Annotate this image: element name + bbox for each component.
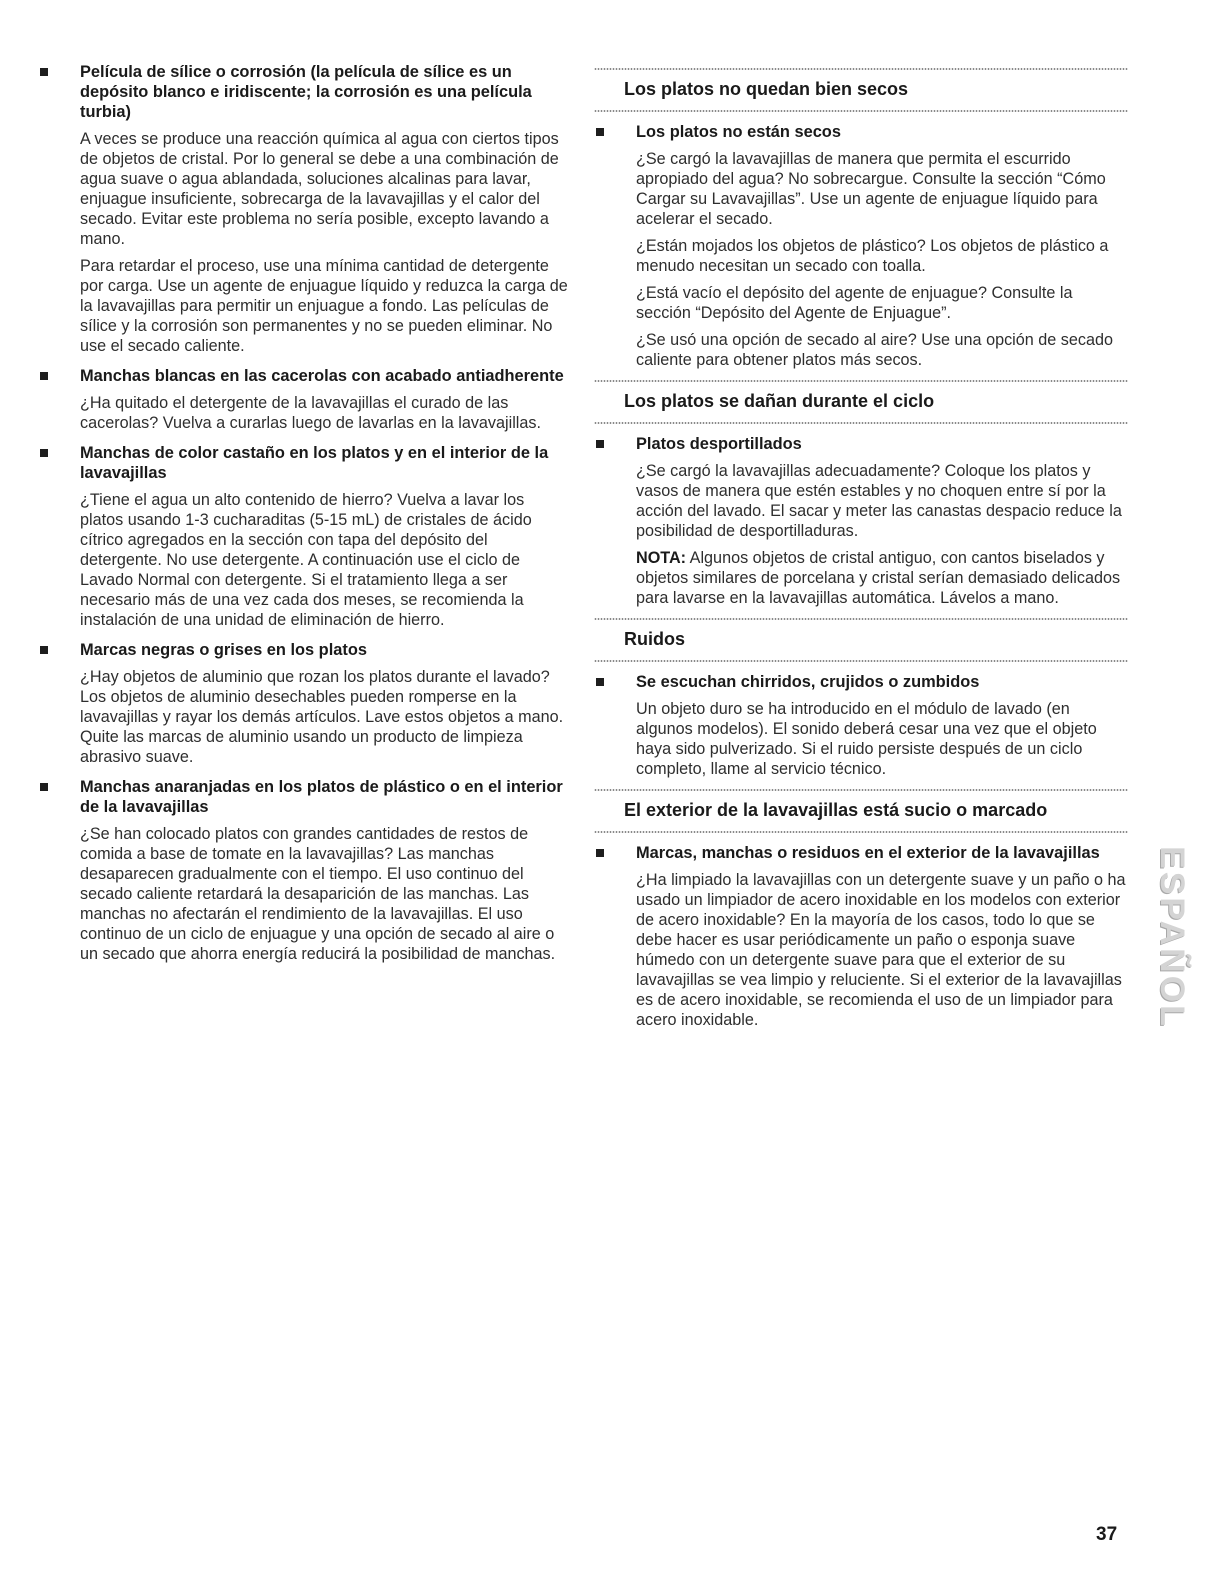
paragraph: Para retardar el proceso, use una mínima cantidad de detergente por carga. Use un agente de enjuague líquido y reduzca la carga de la lavavajillas para permitir un enjuague a fondo. Las películas de sílice y la corrosión son permanentes y no se pueden eliminar. No use el secado caliente.	[80, 257, 568, 355]
language-side-tab	[1152, 818, 1191, 1056]
bullet-icon	[40, 372, 48, 380]
list-item	[594, 672, 1128, 779]
bullet-icon	[40, 449, 48, 457]
dotted-rule	[594, 422, 1128, 424]
section-header	[594, 380, 1128, 424]
bullet-icon	[40, 646, 48, 654]
dotted-rule	[594, 380, 1128, 382]
item-heading: Se escuchan chirridos, crujidos o zumbidos	[636, 673, 980, 691]
side-tab-label: ESPAÑOL	[1152, 845, 1191, 1029]
item-heading: Platos desportillados	[636, 435, 802, 453]
item-heading: Manchas blancas en las cacerolas con acabado antiadherente	[80, 367, 564, 385]
dotted-rule	[594, 110, 1128, 112]
dotted-rule	[594, 68, 1128, 70]
paragraph: ¿Se usó una opción de secado al aire? Use una opción de secado caliente para obtener platos más secos.	[636, 331, 1113, 369]
section-title: Los platos se dañan durante el ciclo	[624, 391, 935, 411]
list-item	[594, 434, 1128, 608]
dotted-rule	[594, 618, 1128, 620]
item-heading: Manchas de color castaño en los platos y en el interior de la lavavajillas	[80, 444, 549, 482]
dotted-rule	[594, 660, 1128, 662]
paragraph: ¿Ha limpiado la lavavajillas con un detergente suave y un paño o ha usado un limpiador de acero inoxidable en los modelos con exterior de acero inoxidable? En la mayoría de los casos, todo lo que se debe hacer es usar periódicamente un paño o esponja suave húmedo con un detergente suave para que el exterior de su lavavajillas se vea limpio y reluciente. Si el exterior de la lavavajillas es de acero inoxidable, se recomienda el uso de un limpiador para acero inoxidable.	[636, 871, 1126, 1029]
bullet-icon	[40, 783, 48, 791]
bullet-icon	[596, 440, 604, 448]
section-title: Los platos no quedan bien secos	[624, 79, 909, 99]
dotted-rule	[594, 789, 1128, 791]
dotted-rule	[594, 831, 1128, 833]
paragraph: Un objeto duro se ha introducido en el módulo de lavado (en algunos modelos). El sonido deberá cesar una vez que el objeto haya sido pulverizado. Si el ruido persiste después de un ciclo completo, llame al servicio técnico.	[636, 700, 1097, 778]
paragraph: A veces se produce una reacción química al agua con ciertos tipos de objetos de cristal. Por lo general se debe a una combinación de agua suave o agua ablandada, soluciones alcalinas para lavar, enjuague insuficiente, sobrecarga de la lavavajillas y el calor del secado. Evitar este problema no sería posible, excepto lavando a mano.	[80, 130, 559, 248]
section-title: El exterior de la lavavajillas está sucio o marcado	[624, 800, 1048, 820]
section-noise	[594, 618, 1128, 779]
section-damage	[594, 380, 1128, 608]
section-header	[594, 618, 1128, 662]
page-number: 37	[1096, 1524, 1118, 1545]
bullet-icon	[596, 678, 604, 686]
paragraph: ¿Ha quitado el detergente de la lavavajillas el curado de las cacerolas? Vuelva a curarlas luego de lavarlas en la lavavajillas.	[80, 394, 541, 432]
paragraph: ¿Se cargó la lavavajillas de manera que permita el escurrido apropiado del agua? No sobrecargue. Consulte la sección “Cómo Cargar su Lavavajillas”. Use un agente de enjuague líquido para acelerar el secado.	[636, 150, 1106, 228]
paragraph: ¿Está vacío el depósito del agente de enjuague? Consulte la sección “Depósito del Agente de Enjuague”.	[636, 284, 1073, 322]
bullet-icon	[40, 68, 48, 76]
bullet-icon	[596, 849, 604, 857]
list-item	[38, 777, 568, 964]
note-label: NOTA:	[636, 549, 687, 567]
item-heading: Marcas, manchas o residuos en el exterior de la lavavajillas	[636, 844, 1100, 862]
paragraph: ¿Están mojados los objetos de plástico? Los objetos de plástico a menudo necesitan un secado con toalla.	[636, 237, 1109, 275]
bullet-icon	[596, 128, 604, 136]
item-heading: Los platos no están secos	[636, 123, 841, 141]
note-paragraph	[636, 548, 1128, 608]
note-text: Algunos objetos de cristal antiguo, con cantos biselados y objetos similares de porcelana y cristal serían demasiado delicados para lavarse en la lavavajillas automática. Lávelos a mano.	[636, 549, 1121, 607]
item-heading: Manchas anaranjadas en los platos de plástico o en el interior de la lavavajillas	[80, 778, 563, 816]
paragraph: ¿Se han colocado platos con grandes cantidades de restos de comida a base de tomate en la lavavajillas? Las manchas desaparecen gradualmente con el tiempo. El uso continuo del secado caliente retardará la desaparición de las manchas. Las manchas no afectarán el rendimiento de la lavavajillas. El uso continuo de un ciclo de enjuague y una opción de secado al aire o un secado que ahorra energía reducirá la posibilidad de manchas.	[80, 825, 556, 963]
list-item	[594, 122, 1128, 370]
section-header	[594, 789, 1128, 833]
paragraph: ¿Se cargó la lavavajillas adecuadamente? Coloque los platos y vasos de manera que estén estables y no choquen entre sí por la acción del lavado. El sacar y meter las canastas despacio reduce la posibilidad de desportilladuras.	[636, 462, 1122, 540]
list-item	[38, 640, 568, 767]
right-column	[594, 68, 1128, 1040]
list-item	[38, 443, 568, 630]
list-item	[38, 62, 568, 356]
section-header	[594, 68, 1128, 112]
list-item	[594, 843, 1128, 1030]
left-column	[38, 62, 568, 974]
section-exterior	[594, 789, 1128, 1030]
section-drying	[594, 68, 1128, 370]
section-title: Ruidos	[624, 629, 685, 649]
paragraph: ¿Tiene el agua un alto contenido de hierro? Vuelva a lavar los platos usando 1-3 cucharaditas (5-15 mL) de cristales de ácido cítrico agregados en la sección con tapa del depósito del detergente. No use detergente. A continuación use el ciclo de Lavado Normal con detergente. Si el tratamiento llega a ser necesario más de una vez cada dos meses, se recomienda la instalación de una unidad de eliminación de hierro.	[80, 491, 532, 629]
item-heading: Película de sílice o corrosión (la película de sílice es un depósito blanco e iridiscente; la corrosión es una película turbia)	[80, 63, 532, 121]
paragraph: ¿Hay objetos de aluminio que rozan los platos durante el lavado? Los objetos de aluminio desechables pueden romperse en la lavavajillas y rayar los demás artículos. Lave estos objetos a mano. Quite las marcas de aluminio usando un producto de limpieza abrasivo suave.	[80, 668, 564, 766]
item-heading: Marcas negras o grises en los platos	[80, 641, 367, 659]
list-item	[38, 366, 568, 433]
